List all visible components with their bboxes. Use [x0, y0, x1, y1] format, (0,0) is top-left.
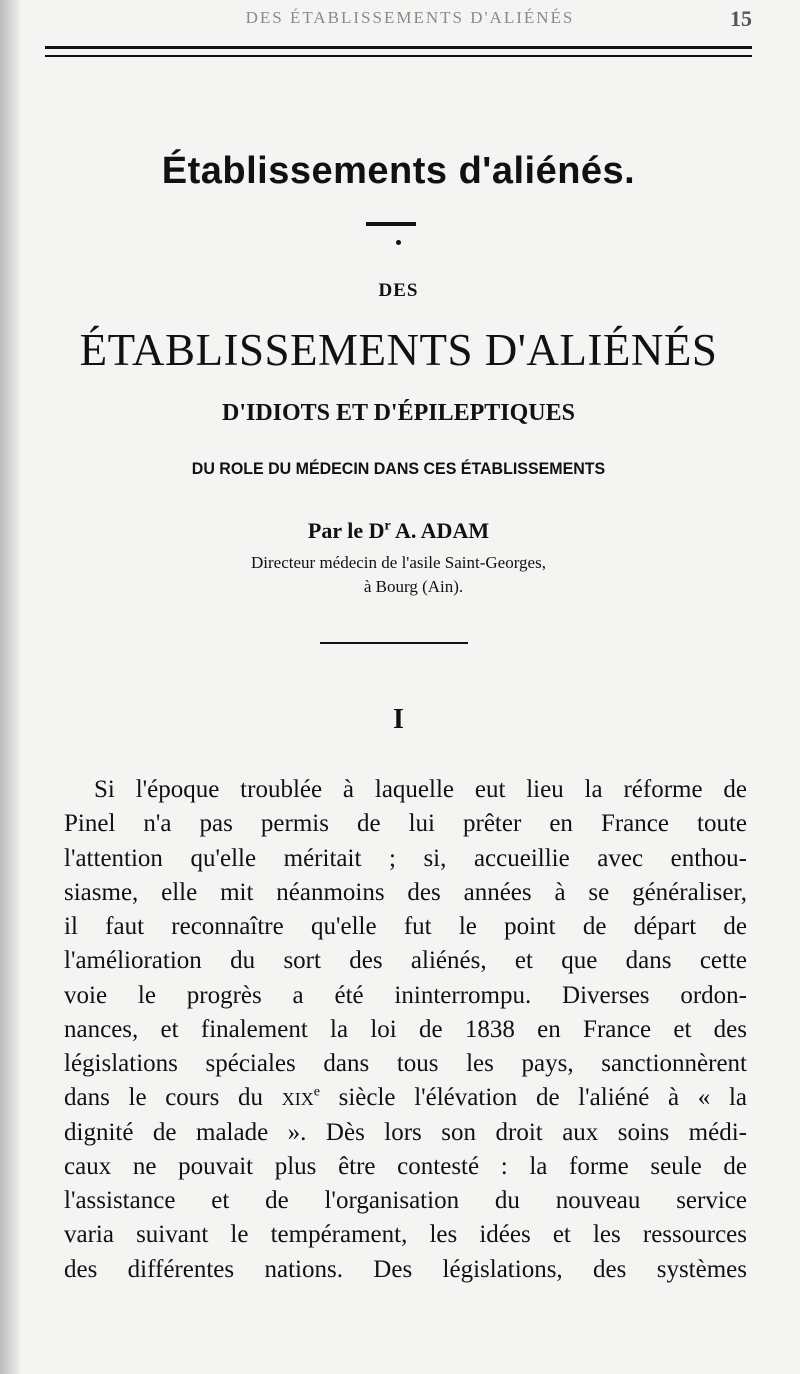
body-line-century: [64, 1081, 747, 1115]
author-name: A. ADAM: [390, 518, 490, 543]
body-paragraph: [64, 773, 747, 1287]
article-main-title: ÉTABLISSEMENTS D'ALIÉNÉS: [79, 325, 718, 375]
century-numeral: xix: [281, 1084, 314, 1112]
body-line: voie le progrès a été ininterrompu. Diverses ordon-: [64, 981, 747, 1009]
article-subtitle: D'IDIOTS ET D'ÉPILEPTIQUES: [221, 400, 575, 426]
separator-rule: [320, 642, 468, 644]
header-rule-thin: [45, 55, 752, 57]
byline-by: Par le D: [307, 518, 385, 543]
section-title: Établissements d'aliénés.: [161, 150, 636, 192]
body-line: caux ne pouvait plus être contesté : la forme seule de: [64, 1152, 747, 1180]
header-rule-thick: [45, 46, 752, 49]
line-end: siècle l'élévation de l'aliéné à « la: [319, 1084, 747, 1112]
body-line: Pinel n'a pas permis de lui prêter en France toute: [64, 810, 747, 838]
article-prefix: DES: [378, 280, 419, 301]
body-line: l'attention qu'elle méritait ; si, accueillie avec enthou-: [64, 844, 747, 872]
title-dot: [396, 240, 401, 245]
body-line: Si l'époque troublée à laquelle eut lieu la réforme de: [94, 776, 747, 803]
author-byline: [45, 518, 752, 544]
author-affiliation-line2: à Bourg (Ain).: [363, 577, 464, 596]
section-number: I: [393, 704, 404, 735]
title-dash: [366, 222, 416, 226]
body-line: des différentes nations. Des législations, des systèmes: [64, 1255, 747, 1283]
page-number: 15: [730, 6, 752, 31]
century-superscript: e: [313, 1084, 320, 1100]
body-line: siasme, elle mit néanmoins des années à se généraliser,: [64, 878, 747, 906]
body-line: dignité de malade ». Dès lors son droit aux soins médi-: [64, 1118, 747, 1146]
article-subtitle-secondary: DU ROLE DU MÉDECIN DANS CES ÉTABLISSEMENTS: [191, 459, 606, 478]
page-gutter-shadow: [0, 0, 22, 1374]
body-line: l'assistance et de l'organisation du nouveau service: [64, 1187, 747, 1214]
body-line: l'amélioration du sort des aliénés, et que dans cette: [64, 947, 747, 975]
body-line: nances, et finalement la loi de 1838 en France et des: [64, 1015, 747, 1043]
body-line: varia suivant le tempérament, les idées et les ressources: [64, 1221, 747, 1249]
line-start: dans le cours du: [64, 1084, 282, 1112]
body-line: législations spéciales dans tous les pays, sanctionnèrent: [64, 1050, 747, 1077]
author-affiliation-line1: Directeur médecin de l'asile Saint-Georges,: [251, 553, 546, 572]
running-head: DES ÉTABLISSEMENTS D'ALIÉNÉS: [245, 8, 575, 27]
byline-superscript: r: [384, 518, 391, 534]
body-line: il faut reconnaître qu'elle fut le point de départ de: [64, 913, 747, 940]
